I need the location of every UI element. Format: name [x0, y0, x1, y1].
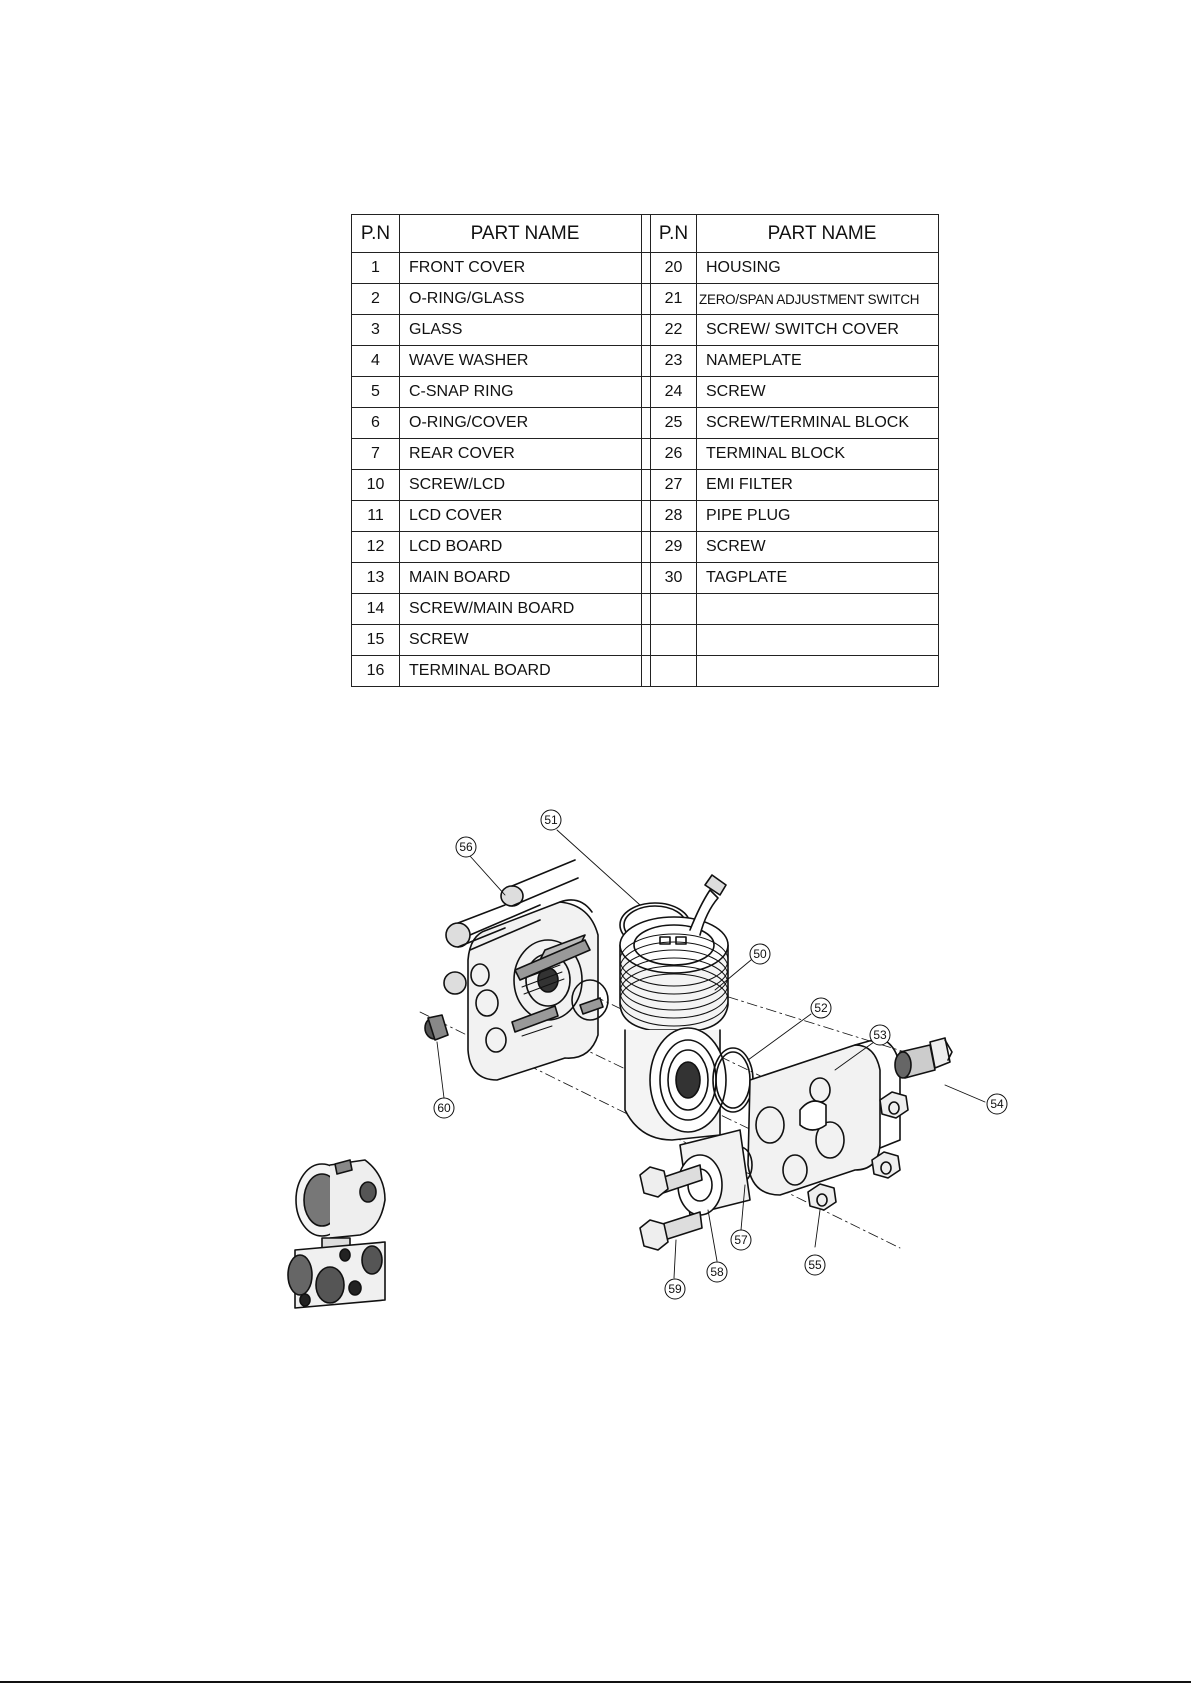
- part-number-left: 11: [352, 501, 400, 532]
- part-name-right: HOUSING: [697, 253, 939, 284]
- header-pn-left: P.N: [352, 215, 400, 253]
- callout-52-label: 52: [814, 1001, 828, 1015]
- vent-plug: [895, 1038, 952, 1078]
- header-part-name-left: PART NAME: [400, 215, 642, 253]
- part-name-right: TAGPLATE: [697, 563, 939, 594]
- page-bottom-edge: [0, 1681, 1191, 1683]
- part-number-left: 4: [352, 346, 400, 377]
- part-name-left: O-RING/GLASS: [400, 284, 642, 315]
- part-number-left: 14: [352, 594, 400, 625]
- part-name-left: WAVE WASHER: [400, 346, 642, 377]
- part-number-left: 5: [352, 377, 400, 408]
- header-part-name-right: PART NAME: [697, 215, 939, 253]
- callout-54-label: 54: [990, 1097, 1004, 1111]
- callout-58-label: 58: [710, 1265, 724, 1279]
- callout-50-label: 50: [753, 947, 767, 961]
- part-number-left: 13: [352, 563, 400, 594]
- part-number-left: 10: [352, 470, 400, 501]
- part-number-right: 25: [651, 408, 697, 439]
- part-name-left: O-RING/COVER: [400, 408, 642, 439]
- part-number-right: 21: [651, 284, 697, 315]
- part-name-left: SCREW: [400, 625, 642, 656]
- part-name-right: NAMEPLATE: [697, 346, 939, 377]
- sensor-module: [620, 875, 728, 1140]
- part-name-right: ZERO/SPAN ADJUSTMENT SWITCH: [697, 284, 939, 315]
- part-number-left: 2: [352, 284, 400, 315]
- callout-59-label: 59: [668, 1282, 682, 1296]
- part-number-right: 23: [651, 346, 697, 377]
- part-name-left: LCD BOARD: [400, 532, 642, 563]
- part-name-left: MAIN BOARD: [400, 563, 642, 594]
- part-name-left: SCREW/MAIN BOARD: [400, 594, 642, 625]
- part-number-right: 30: [651, 563, 697, 594]
- transmitter-thumbnail: [288, 1160, 385, 1308]
- part-name-left: SCREW/LCD: [400, 470, 642, 501]
- part-number-left: 12: [352, 532, 400, 563]
- part-number-right: 28: [651, 501, 697, 532]
- part-name-left: FRONT COVER: [400, 253, 642, 284]
- part-number-left: 16: [352, 656, 400, 687]
- part-name-right: EMI FILTER: [697, 470, 939, 501]
- part-name-left: C-SNAP RING: [400, 377, 642, 408]
- part-name-left: LCD COVER: [400, 501, 642, 532]
- part-name-right: TERMINAL BLOCK: [697, 439, 939, 470]
- part-name-right: SCREW/ SWITCH COVER: [697, 315, 939, 346]
- part-number-left: 15: [352, 625, 400, 656]
- part-number-right: 20: [651, 253, 697, 284]
- part-number-right: 27: [651, 470, 697, 501]
- part-name-right: PIPE PLUG: [697, 501, 939, 532]
- part-name-right: SCREW: [697, 377, 939, 408]
- callout-57-label: 57: [734, 1233, 748, 1247]
- callout-56-label: 56: [459, 840, 473, 854]
- part-name-left: TERMINAL BOARD: [400, 656, 642, 687]
- drain-plug: [425, 1015, 448, 1040]
- callout-60-label: 60: [437, 1101, 451, 1115]
- part-name-left: REAR COVER: [400, 439, 642, 470]
- callout-55-label: 55: [808, 1258, 822, 1272]
- part-number-left: 1: [352, 253, 400, 284]
- callout-53-label: 53: [873, 1028, 887, 1042]
- callout-51-label: 51: [544, 813, 558, 827]
- part-number-left: 6: [352, 408, 400, 439]
- left-flange-assembly: [444, 860, 608, 1080]
- part-number-left: 7: [352, 439, 400, 470]
- part-name-right: SCREW: [697, 532, 939, 563]
- part-number-right: 22: [651, 315, 697, 346]
- part-number-left: 3: [352, 315, 400, 346]
- part-name-right: SCREW/TERMINAL BLOCK: [697, 408, 939, 439]
- part-number-right: 29: [651, 532, 697, 563]
- part-number-right: 24: [651, 377, 697, 408]
- header-pn-right: P.N: [651, 215, 697, 253]
- part-name-left: GLASS: [400, 315, 642, 346]
- part-number-right: 26: [651, 439, 697, 470]
